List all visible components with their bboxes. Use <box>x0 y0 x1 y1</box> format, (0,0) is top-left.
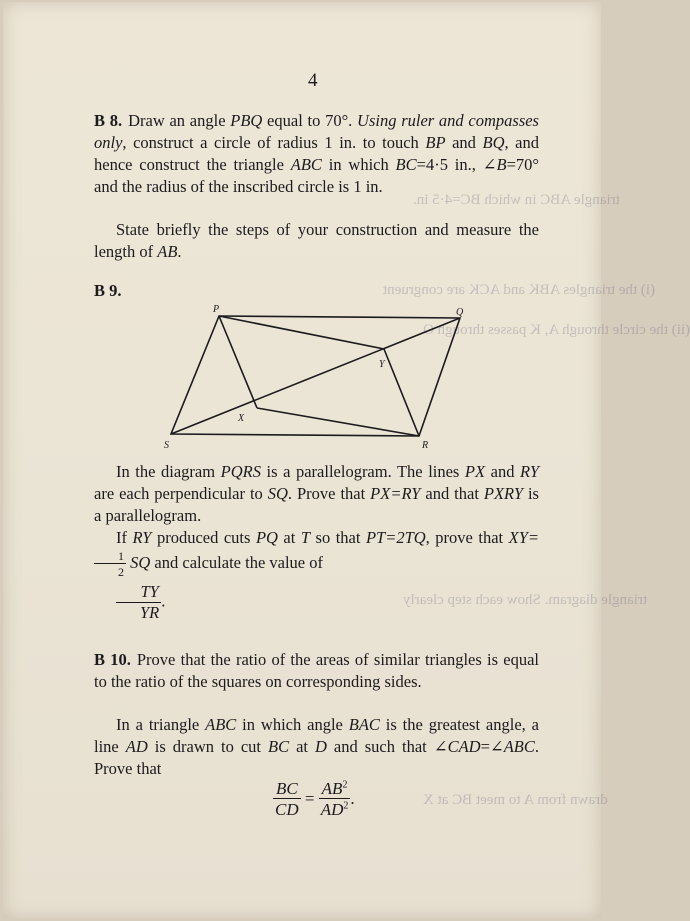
text: In the diagram <box>116 462 221 481</box>
text: . <box>161 591 166 611</box>
denominator-exponent: 2 <box>343 800 349 812</box>
angle-label: BAC <box>348 715 380 734</box>
text: Prove that the ratio of the areas of similar triangles is equal to the ratio of the squares on corresponding sides. <box>94 650 539 691</box>
text: are each perpendicular to <box>94 484 268 503</box>
line-label: PX <box>464 462 486 481</box>
equation: PX=RY <box>370 484 421 503</box>
show-through-text: triangle diagram. Show each step clearly <box>403 592 648 608</box>
text: at <box>289 737 315 756</box>
line-label: BQ <box>482 133 505 152</box>
line-py <box>219 316 384 349</box>
line-label: BC <box>395 155 417 174</box>
text: and such that ∠ <box>326 737 448 756</box>
text: and <box>445 133 483 152</box>
fraction-denominator: 2 <box>118 565 124 579</box>
line-label: RY <box>520 462 540 481</box>
text: In a triangle <box>116 715 206 734</box>
text: in which angle <box>236 715 349 734</box>
text: is the greatest angle, a line <box>94 715 539 756</box>
text: and <box>485 462 521 481</box>
line-ry <box>384 349 419 436</box>
text: produced cuts <box>151 528 256 547</box>
line-label: AB <box>157 242 178 261</box>
text: in which <box>321 155 396 174</box>
show-through-text: (ii) the circle through A, K passes through O <box>423 322 690 338</box>
parallelogram-diagram <box>158 304 478 452</box>
text: . Prove that <box>94 737 539 778</box>
fraction-ty-yr <box>116 584 161 621</box>
question-b9-text <box>94 461 539 527</box>
label-x: X <box>238 413 245 424</box>
text: =4·5 in., ∠ <box>416 155 497 174</box>
show-through-text: (i) the triangles ABK and ACK are congruent <box>383 282 656 298</box>
fraction-numerator: BC <box>273 780 301 799</box>
equals-sign: = <box>304 789 315 808</box>
text: . Prove that <box>287 484 371 503</box>
question-b10 <box>94 649 539 693</box>
question-b8-instruction <box>94 219 539 263</box>
question-b9-heading-row <box>94 280 539 302</box>
fraction-numerator: TY <box>116 584 161 603</box>
text: and calculate the value of <box>150 552 323 572</box>
label-y: Y <box>379 359 385 370</box>
line-label: BC <box>267 737 290 756</box>
line-label: BP <box>425 133 446 152</box>
show-through-text: drawn from A to meet BC at X <box>423 792 608 808</box>
question-b10-part2 <box>94 714 539 780</box>
text: , construct a circle of radius 1 in. to touch <box>122 133 426 152</box>
question-b8 <box>94 110 539 198</box>
text: and that <box>420 484 484 503</box>
triangle-label: ABC <box>205 715 237 734</box>
fraction-bc-cd <box>273 780 301 818</box>
fraction-half <box>94 550 126 578</box>
equation: XY= <box>508 528 539 547</box>
text: is a parallelogram. <box>94 484 539 525</box>
equation: PT=2TQ <box>365 528 426 547</box>
line-xr <box>257 408 419 436</box>
text: so that <box>310 528 366 547</box>
text: is a parallelogram. The lines <box>260 462 465 481</box>
line-label: SQ <box>130 552 151 572</box>
angle-label: CAD <box>447 737 481 756</box>
text: is drawn to cut <box>147 737 268 756</box>
emphasis: Using ruler and compasses only <box>94 111 539 152</box>
question-heading: B 8. <box>94 111 123 130</box>
proof-equation <box>273 780 355 818</box>
fraction-ab2-ad2 <box>319 780 351 818</box>
label-r: R <box>422 440 429 451</box>
fraction-denominator: YR <box>140 602 160 622</box>
text: equal to 70°. <box>262 111 358 130</box>
line-label: SQ <box>267 484 288 503</box>
text: State briefly the steps of your construction and measure the length of <box>94 220 539 261</box>
numerator-exponent: 2 <box>342 779 348 791</box>
text: . <box>350 789 355 808</box>
angle-label: PBQ <box>230 111 263 130</box>
question-b9-part2 <box>94 526 539 621</box>
label-p: P <box>213 304 220 315</box>
question-heading: B 10. <box>94 650 131 669</box>
text: Draw an angle <box>128 111 231 130</box>
show-through-text: triangle ABC in which BC=4·5 in. <box>413 192 620 208</box>
fraction-denominator <box>319 799 351 818</box>
shape-label: PQRS <box>220 462 261 481</box>
denominator-base: AD <box>320 800 344 819</box>
numerator-base: AB <box>321 779 343 798</box>
line-px <box>219 316 257 408</box>
text: . <box>177 242 182 261</box>
question-heading: B 9. <box>94 281 122 300</box>
shape-label: PXRY <box>483 484 523 503</box>
line-label: RY <box>132 528 152 547</box>
line-label: PQ <box>255 528 278 547</box>
label-s: S <box>164 440 169 451</box>
page-number: 4 <box>308 70 318 91</box>
label-q: Q <box>456 307 464 318</box>
fraction-numerator <box>319 780 351 799</box>
angle-label: B <box>496 155 507 174</box>
text: =∠ <box>480 737 504 756</box>
point-label: D <box>315 737 327 756</box>
fraction-numerator: 1 <box>94 550 126 564</box>
text: =70° and the radius of the inscribed circle is 1 in. <box>94 155 539 196</box>
text: If <box>116 528 133 547</box>
fraction-denominator: CD <box>275 800 299 819</box>
line-label: AD <box>125 737 148 756</box>
ratio-row <box>94 584 539 621</box>
page <box>3 2 690 919</box>
triangle-label: ABC <box>290 155 322 174</box>
text: , and hence construct the triangle <box>94 133 539 174</box>
angle-label: ABC <box>503 737 535 756</box>
point-label: T <box>300 528 311 547</box>
text: at <box>277 528 301 547</box>
text: , prove that <box>425 528 509 547</box>
